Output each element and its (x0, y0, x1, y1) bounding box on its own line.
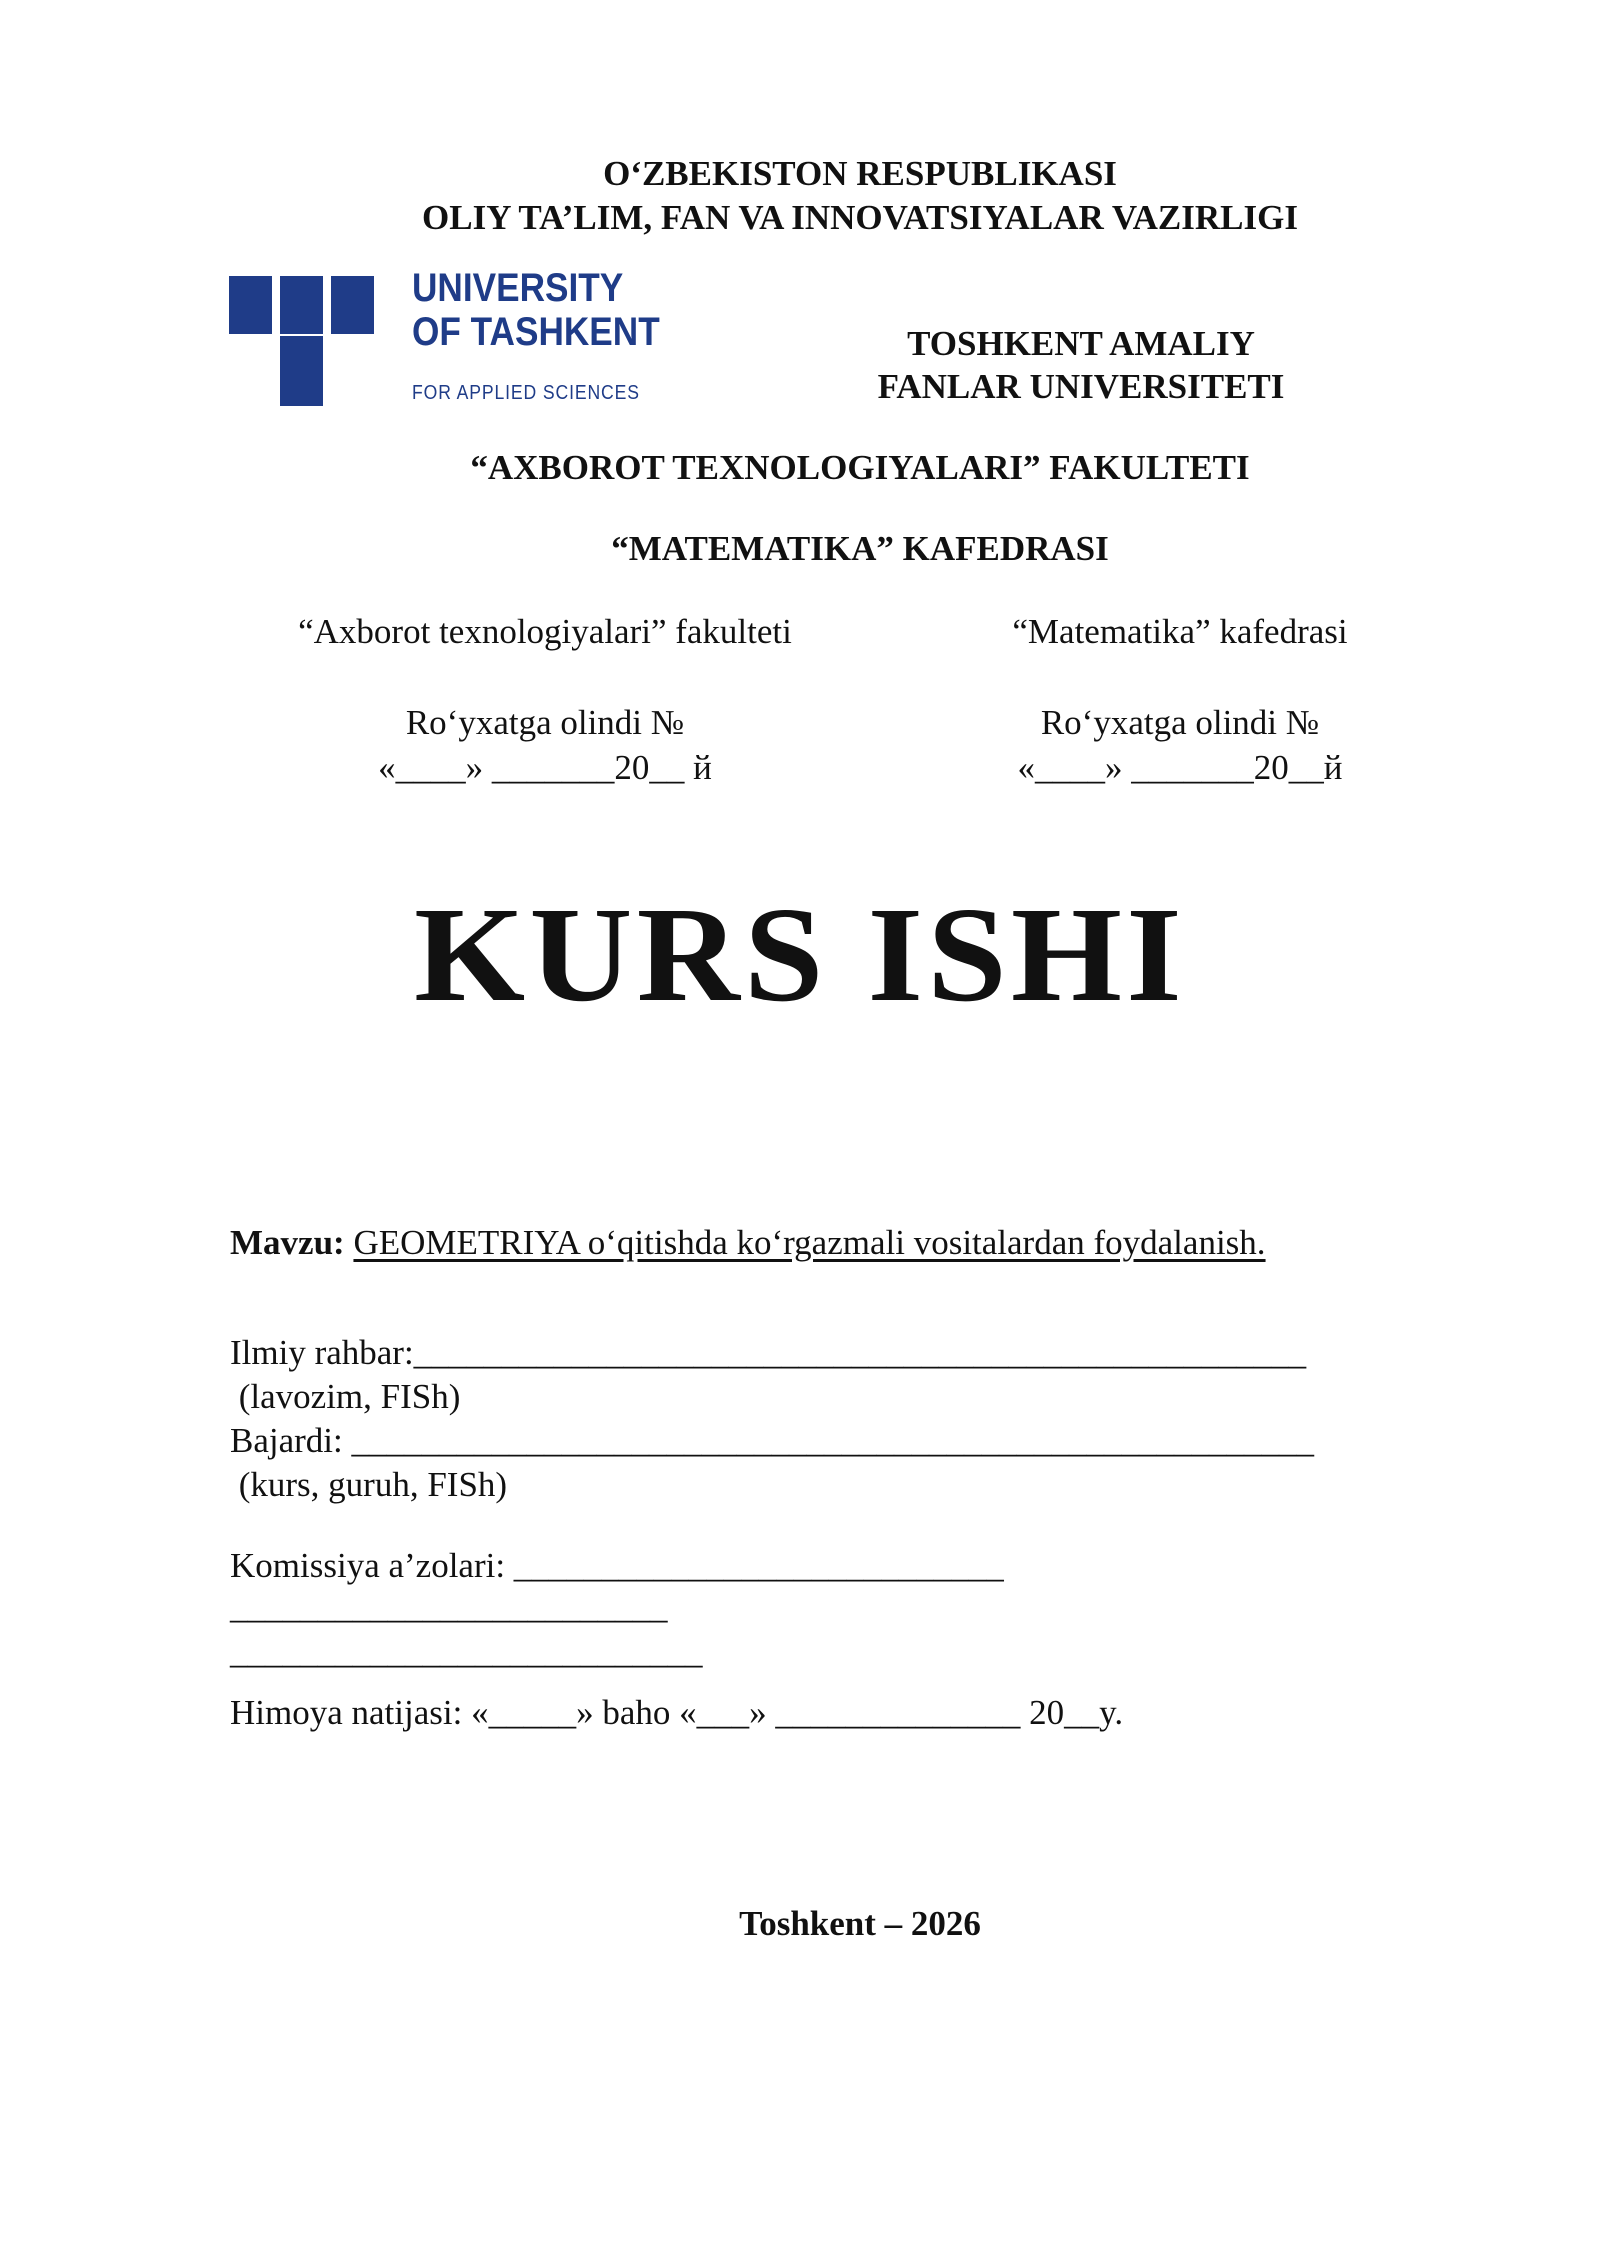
registration-left-date: «____» _______20__ й (378, 748, 712, 787)
faculty-title: “AXBOROT TEXNOLOGIYALARI” FAKULTETI (470, 448, 1250, 487)
logo-name-line-2: OF TASHKENT (412, 310, 660, 354)
university-name-line-1: TOSHKENT AMALIY (907, 324, 1255, 363)
document-type-title: KURS ISHI (414, 880, 1186, 1030)
topic (230, 1221, 1266, 1265)
registration-right-heading: “Matematika” kafedrasi (1012, 612, 1348, 651)
supervisor-hint: (lavozim, FISh) (230, 1377, 461, 1416)
ministry-line-2: OLIY TA’LIM, FAN VA INNOVATSIYALAR VAZIRLIGI (422, 198, 1298, 237)
topic-label: Mavzu: (230, 1223, 345, 1262)
ministry-line-1: O‘ZBEKISTON RESPUBLIKASI (603, 154, 1117, 193)
commission-field: Komissiya a’zolari: ____________________________ (230, 1546, 1004, 1585)
performer-field: Bajardi: _______________________________________________________ (230, 1421, 1314, 1460)
supervisor-field: Ilmiy rahbar:___________________________________________________ (230, 1333, 1307, 1372)
performer-hint: (kurs, guruh, FISh) (230, 1465, 508, 1504)
registration-left-label: Ro‘yxatga olindi № (405, 703, 685, 742)
commission-line-2: _________________________ (230, 1587, 668, 1626)
registration-left-heading: “Axborot texnologiyalari” fakulteti (298, 612, 792, 651)
commission-line-3: ___________________________ (230, 1632, 703, 1671)
department-title: “MATEMATIKA” KAFEDRASI (611, 529, 1109, 568)
registration-right-label: Ro‘yxatga olindi № (1040, 703, 1320, 742)
university-name-line-2: FANLAR UNIVERSITETI (877, 367, 1285, 406)
registration-right-date: «____» _______20__й (1017, 748, 1343, 787)
topic-value: GEOMETRIYA o‘qitishda ko‘rgazmali vositalardan foydalanish. (353, 1223, 1266, 1262)
city-year: Toshkent – 2026 (739, 1904, 981, 1943)
university-logo-mark (229, 276, 374, 406)
logo-name (412, 266, 660, 354)
defense-result-field: Himoya natijasi: «_____» baho «___» ______________ 20__y. (230, 1693, 1124, 1732)
logo-name-line-1: UNIVERSITY (412, 266, 624, 310)
logo-tagline: FOR APPLIED SCIENCES (412, 382, 640, 404)
